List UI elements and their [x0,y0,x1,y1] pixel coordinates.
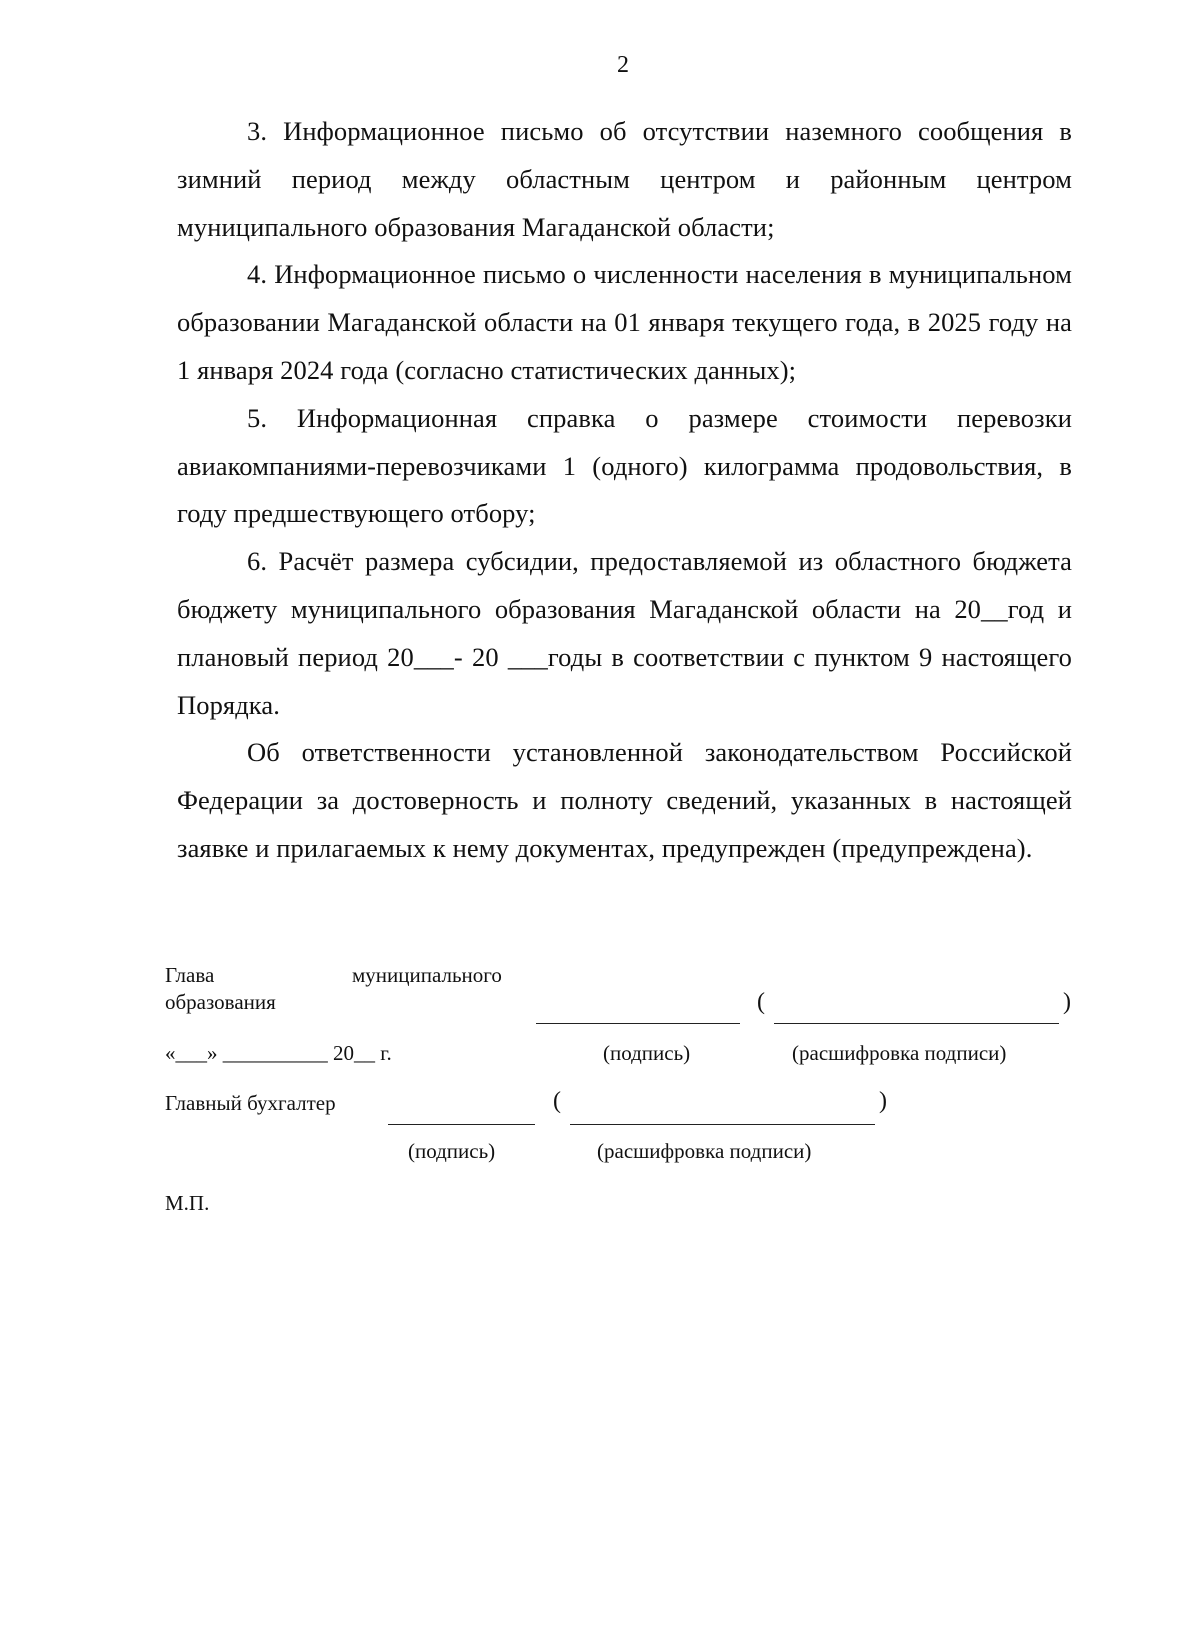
paragraph-item-5: 5. Информационная справка о размере стоимости перевозки авиакомпаниями-перевозчиками 1 (одного) килограмма продовольствия, в году предшествующего отбору; [177,402,1072,529]
accountant-decode-line [570,1124,875,1125]
page-number: 2 [617,52,629,78]
date-line: «___» __________ 20__ г. [165,1041,392,1065]
head-signature-caption: (подпись) [603,1041,691,1065]
accountant-open-paren: ( [553,1088,561,1114]
accountant-close-paren: ) [879,1088,887,1114]
paragraph-item-3: 3. Информационное письмо об отсутствии наземного сообщения в зимний период между областным центром и районным центром муниципального образования Магаданской области; [177,116,1072,242]
paragraph-item-6: 6. Расчёт размера субсидии, предоставляемой из областного бюджета бюджету муниципального образования Магаданской области на 20__год и плановый период 20___- 20 ___годы в соответствии с пунктом 9 настоящего Порядка. [177,546,1072,720]
head-label-word-1: Глава [165,963,215,987]
head-close-paren: ) [1063,989,1071,1015]
accountant-label: Главный бухгалтер [165,1091,336,1115]
head-signature-line [536,1023,740,1024]
head-label-word-2: муниципального [352,963,502,987]
head-decode-line [774,1023,1059,1024]
head-label-word-3: образования [165,990,276,1014]
document-body [177,108,1072,873]
head-open-paren: ( [757,989,765,1015]
accountant-signature-line [388,1124,535,1125]
paragraph-item-4: 4. Информационное письмо о численности населения в муниципальном образовании Магаданской области на 01 января текущего года, в 2025 году на 1 января 2024 года (согласно статистических данных); [177,259,1072,385]
accountant-decode-caption: (расшифровка подписи) [597,1139,812,1163]
head-decode-caption: (расшифровка подписи) [792,1041,1007,1065]
accountant-signature-caption: (подпись) [408,1139,496,1163]
responsibility-statement: Об ответственности установленной законодательством Российской Федерации за достоверность и полноту сведений, указанных в настоящей заявке и прилагаемых к нему документах, предупрежден (предупреждена). [177,737,1072,863]
seal-label: М.П. [165,1191,210,1215]
